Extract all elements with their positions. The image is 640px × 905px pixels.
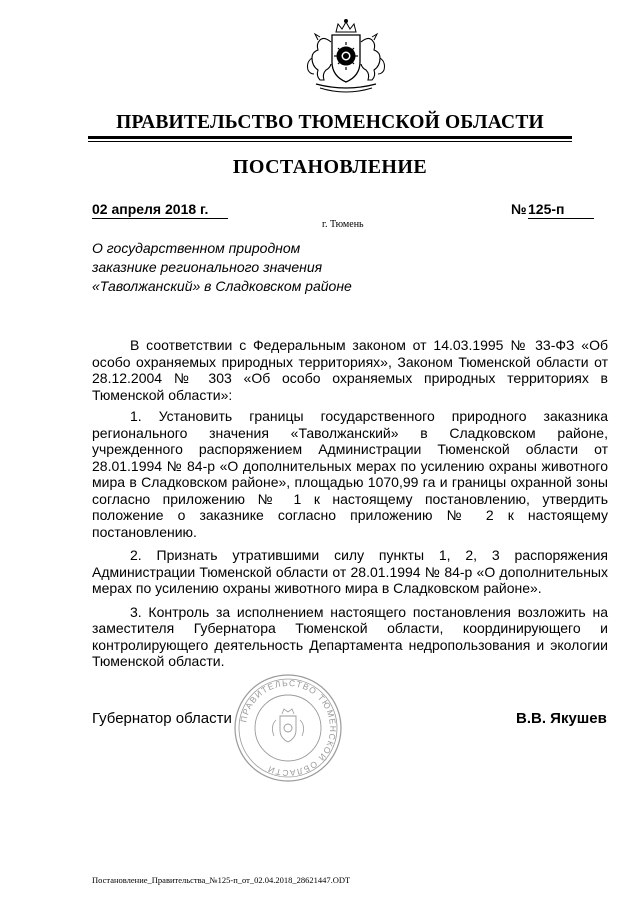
subject-line: «Таволжанский» в Сладковском районе bbox=[92, 278, 352, 294]
header-divider-thin bbox=[88, 141, 572, 142]
signer-title: Губернатор области bbox=[92, 710, 232, 727]
body-paragraph-item-2: 2. Признать утратившими силу пункты 1, 2, 3 распоряжения Администрации Тюменской области от 28.01.1994 № 84-р «О дополнительных мерах по усилению охраны животного мира в Сладковском районе». bbox=[92, 547, 608, 596]
document-number: 125-п bbox=[528, 201, 594, 219]
document-number-label: № bbox=[511, 201, 527, 217]
document-date: 02 апреля 2018 г. bbox=[92, 201, 228, 219]
document-city: г. Тюмень bbox=[322, 219, 364, 230]
subject-line: О государственном природном bbox=[92, 240, 301, 256]
document-type-title: ПОСТАНОВЛЕНИЕ bbox=[232, 156, 428, 178]
document-body bbox=[92, 337, 608, 677]
document-subject bbox=[92, 239, 412, 296]
body-paragraph-preamble: В соответствии с Федеральным законом от 14.03.1995 № 33-ФЗ «Об особо охраняемых природных территориях», Законом Тюменской области от 28.12.2004 № 303 «Об особо охраняемых природных территориях в Тюменской области»: bbox=[92, 337, 608, 403]
seal-text: ПРАВИТЕЛЬСТВО ТЮМЕНСКОЙ ОБЛАСТИ bbox=[238, 677, 339, 779]
header-divider-thick bbox=[88, 136, 572, 139]
coat-of-arms-icon bbox=[298, 18, 394, 96]
signer-name: В.В. Якушев bbox=[516, 710, 607, 727]
official-seal-icon bbox=[232, 672, 344, 784]
footer-filename: Постановление_Правительства_№125-п_от_02.04.2018_28621447.ODT bbox=[92, 875, 351, 885]
subject-line: заказнике регионального значения bbox=[92, 259, 323, 275]
body-paragraph-item-3: 3. Контроль за исполнением настоящего постановления возложить на заместителя Губернатора Тюменской области, координирующего и контролирующего деятельность Департамента недропользования и экологии Тюменской области. bbox=[92, 603, 608, 669]
body-paragraph-item-1: 1. Установить границы государственного природного заказника регионального значения «Таволжанский» в Сладковском районе, учрежденного распоряжением Администрации Тюменской области от 28.01.1994 № 84-р «О дополнительных мерах по усилению охраны животного мира в Сладковском районе», площадью 1070,99 га и границы охранной зоны согласно приложению № 1 к настоящему постановлению, утвердить положение о заказнике согласно приложению № 2 к настоящему постановлению. bbox=[92, 408, 608, 540]
government-title: ПРАВИТЕЛЬСТВО ТЮМЕНСКОЙ ОБЛАСТИ bbox=[116, 112, 544, 133]
